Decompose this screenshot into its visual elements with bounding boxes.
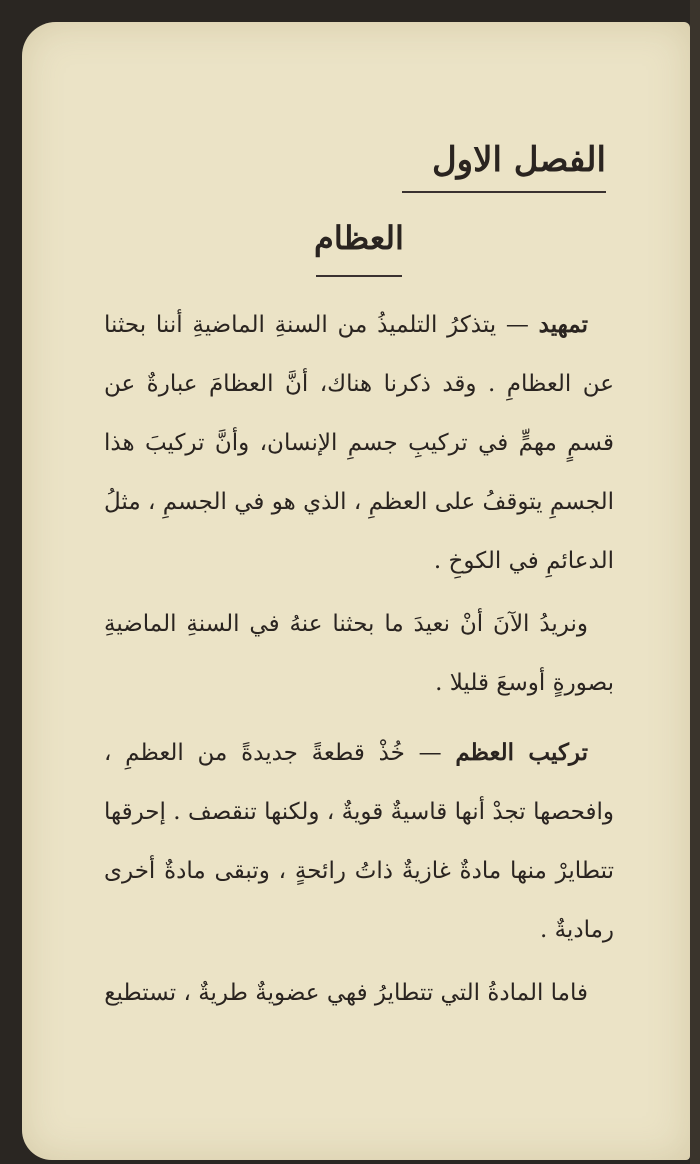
page-edge: [690, 0, 700, 1164]
paragraph-bone-structure: [104, 723, 614, 960]
section-title: العظام: [314, 218, 404, 257]
paragraph-organic-matter: [104, 964, 614, 1023]
chapter-heading: الفصل الاول: [402, 140, 606, 193]
paragraph-text: فاما المادةُ التي تتطايرُ فهي عضويةٌ طريةٌ ، تستطيع: [104, 980, 588, 1007]
paragraph-review: [104, 595, 614, 713]
page-content: [104, 140, 614, 1023]
section-title-underline: [316, 275, 402, 277]
paragraph-text: ونريدُ الآنَ أنْ نعيدَ ما بحثنا عنهُ في السنةِ الماضيةِ بصورةٍ أوسعَ قليلا .: [104, 611, 614, 697]
paragraph-introduction: [104, 295, 614, 591]
paragraph-text: — يتذكرُ التلميذُ من السنةِ الماضيةِ أننا بحثنا عن العظامِ . وقد ذكرنا هناك، أنَّ العظامَ عبارةٌ عن قسمٍ مهمٍّ في تركيبِ جسمِ الإنسان، وأنَّ تركيبَ هذا الجسمِ يتوقفُ على العظمِ ، الذي هو في الجسمِ ، مثلُ الدعائمِ في الكوخِ .: [104, 312, 614, 575]
paragraph-lead: تركيب العظم: [455, 739, 588, 767]
paragraph-lead: تمهيد: [538, 311, 588, 339]
paragraph-text: — خُذْ قطعةً جديدةً من العظمِ ، وافحصها تجدْ أنها قاسيةٌ قويةٌ ، ولكنها تنقصف . إحرقها تتطايرْ منها مادةٌ غازيةٌ ذاتُ رائحةٍ ، وتبقى مادةٌ أخرى رماديةٌ .: [104, 740, 614, 944]
